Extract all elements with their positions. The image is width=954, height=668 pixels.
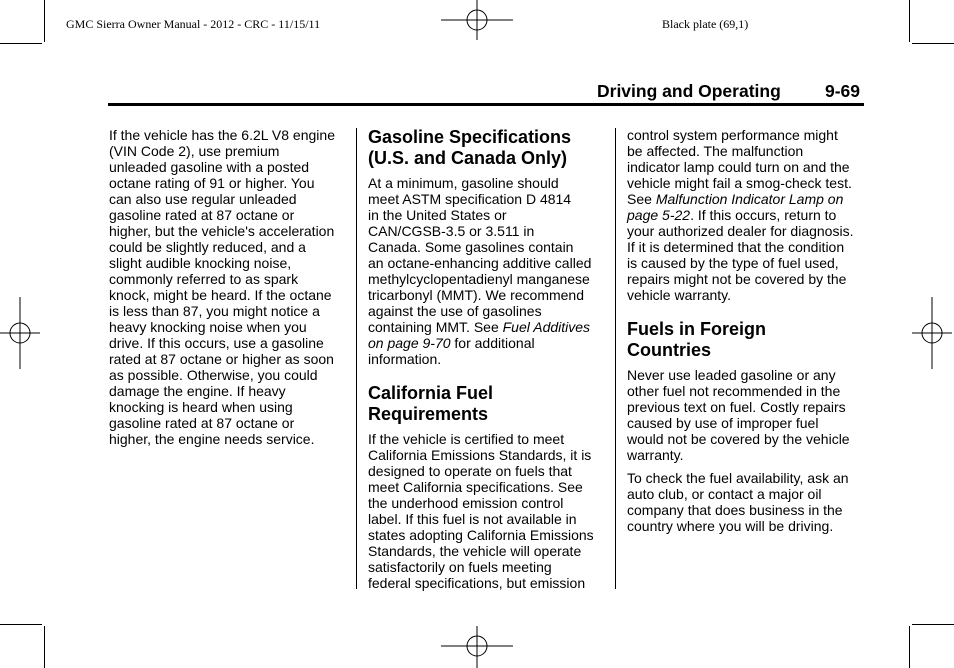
text-line: designed to operate on fuels that bbox=[368, 463, 572, 479]
crop-mark-bottom-right-h bbox=[912, 624, 954, 625]
text-run: containing MMT. See bbox=[368, 319, 503, 335]
text-line: indicator lamp could turn on and the bbox=[627, 159, 850, 175]
leaded-gasoline-paragraph bbox=[627, 367, 867, 463]
text-line: vehicle might fail a smog-check test. bbox=[627, 175, 852, 191]
page-ref-link[interactable]: on page 9-70 bbox=[368, 335, 451, 351]
text-line: control system performance might bbox=[627, 127, 838, 143]
text-line: gasoline rated at 87 octane or bbox=[109, 207, 295, 223]
text-line: slight audible knocking noise, bbox=[109, 255, 292, 271]
text-line: federal specifications, but emission bbox=[368, 575, 586, 591]
text-line: At a minimum, gasoline should bbox=[368, 175, 559, 191]
text-line: an octane-enhancing additive called bbox=[368, 255, 592, 271]
column-2 bbox=[368, 127, 608, 598]
column-3 bbox=[627, 127, 867, 541]
text-line: the underhood emission control bbox=[368, 495, 564, 511]
text-line: tricarbonyl (MMT). We recommend bbox=[368, 287, 585, 303]
text-line bbox=[627, 207, 867, 223]
text-line: rated at 87 octane or higher as soon bbox=[109, 351, 334, 367]
heading-fuels-foreign-countries bbox=[627, 319, 867, 361]
text-line: previous text on fuel. Costly repairs bbox=[627, 399, 846, 415]
text-line: To check the fuel availability, ask an bbox=[627, 470, 849, 486]
text-line: in the United States or bbox=[368, 207, 507, 223]
text-line: is caused by the type of fuel used, bbox=[627, 255, 839, 271]
text-line: If it is determined that the condition bbox=[627, 239, 845, 255]
text-line: CAN/CGSB-3.5 or 3.511 in bbox=[368, 223, 535, 239]
text-line: If the vehicle is certified to meet bbox=[368, 431, 565, 447]
text-line: damage the engine. If heavy bbox=[109, 383, 286, 399]
text-line: higher, but the vehicle's acceleration bbox=[109, 223, 335, 239]
text-line: If the vehicle has the 6.2L V8 engine bbox=[109, 127, 335, 143]
column-divider-2 bbox=[615, 128, 616, 589]
text-line: Standards, the vehicle will operate bbox=[368, 543, 582, 559]
text-run: See bbox=[627, 191, 656, 207]
registration-mark-right-icon bbox=[912, 297, 952, 369]
text-line: knocking is heard when using bbox=[109, 399, 293, 415]
crop-mark-top-right-h bbox=[912, 43, 954, 44]
text-line: your authorized dealer for diagnosis. bbox=[627, 223, 854, 239]
text-line: states adopting California Emissions bbox=[368, 527, 594, 543]
column-1 bbox=[109, 127, 349, 454]
text-line: California Emissions Standards, it is bbox=[368, 447, 592, 463]
text-line: label. If this fuel is not available in bbox=[368, 511, 577, 527]
california-fuel-paragraph bbox=[368, 431, 608, 591]
text-line: knock, might be heard. If the octane bbox=[109, 287, 332, 303]
text-line: (VIN Code 2), use premium bbox=[109, 143, 280, 159]
text-line: against the use of gasolines bbox=[368, 303, 542, 319]
heading-line: Countries bbox=[627, 340, 712, 360]
text-line: country where you will be driving. bbox=[627, 518, 834, 534]
registration-mark-bottom-icon bbox=[441, 626, 513, 668]
crop-mark-top-left-v bbox=[44, 0, 45, 42]
heading-line: California Fuel bbox=[368, 383, 494, 403]
text-line: warranty. bbox=[627, 447, 684, 463]
text-line: can also use regular unleaded bbox=[109, 191, 297, 207]
print-header-right: Black plate (69,1) bbox=[662, 17, 749, 31]
text-line: is less than 87, you might notice a bbox=[109, 303, 320, 319]
gasoline-spec-paragraph bbox=[368, 175, 608, 367]
registration-mark-top-icon bbox=[441, 0, 513, 40]
text-line: drive. If this occurs, use a gasoline bbox=[109, 335, 324, 351]
text-line: Canada. Some gasolines contain bbox=[368, 239, 574, 255]
text-line bbox=[627, 191, 867, 207]
crop-mark-bottom-right-v bbox=[909, 626, 910, 668]
section-title: Driving and Operating bbox=[597, 81, 781, 101]
octane-paragraph bbox=[109, 127, 349, 447]
registration-mark-left-icon bbox=[0, 297, 40, 369]
text-line: Never use leaded gasoline or any bbox=[627, 367, 836, 383]
text-line: other fuel not recommended in the bbox=[627, 383, 841, 399]
emission-continuation-paragraph bbox=[627, 127, 867, 303]
text-line: caused by use of improper fuel bbox=[627, 415, 819, 431]
text-run: . If this occurs, return to bbox=[690, 207, 837, 223]
text-line: gasoline rated at 87 octane or bbox=[109, 415, 295, 431]
heading-gasoline-specifications bbox=[368, 127, 608, 169]
heading-california-fuel bbox=[368, 383, 608, 425]
text-line bbox=[368, 319, 608, 335]
text-line bbox=[368, 335, 608, 351]
crop-mark-top-right-v bbox=[909, 0, 910, 42]
header-rule bbox=[108, 103, 864, 106]
text-line: as possible. Otherwise, you could bbox=[109, 367, 318, 383]
text-run: for additional bbox=[450, 335, 535, 351]
text-line: auto club, or contact a major oil bbox=[627, 486, 822, 502]
text-line: information. bbox=[368, 351, 442, 367]
column-divider-1 bbox=[356, 128, 357, 589]
text-line: heavy knocking noise when you bbox=[109, 319, 307, 335]
crop-mark-bottom-left-h bbox=[0, 624, 42, 625]
fuel-availability-paragraph bbox=[627, 470, 867, 534]
text-line: vehicle warranty. bbox=[627, 287, 732, 303]
text-line: methylcyclopentadienyl manganese bbox=[368, 271, 590, 287]
text-line: octane rating of 91 or higher. You bbox=[109, 175, 315, 191]
heading-line: Gasoline Specifications bbox=[368, 127, 572, 147]
text-line: be affected. The malfunction bbox=[627, 143, 804, 159]
heading-line: Fuels in Foreign bbox=[627, 319, 767, 339]
text-line: would not be covered by the vehicle bbox=[627, 431, 850, 447]
heading-line: (U.S. and Canada Only) bbox=[368, 148, 568, 168]
text-line: satisfactorily on fuels meeting bbox=[368, 559, 552, 575]
text-line: higher, the engine needs service. bbox=[109, 431, 315, 447]
text-line: company that does business in the bbox=[627, 502, 843, 518]
page-ref-link[interactable]: page 5-22 bbox=[627, 207, 691, 223]
text-line: meet ASTM specification D 4814 bbox=[368, 191, 572, 207]
print-header-left: GMC Sierra Owner Manual - 2012 - CRC - 11/15/11 bbox=[66, 17, 321, 31]
text-line: could be slightly reduced, and a bbox=[109, 239, 306, 255]
text-line: unleaded gasoline with a posted bbox=[109, 159, 310, 175]
page-number: 9-69 bbox=[825, 81, 861, 101]
crop-mark-bottom-left-v bbox=[44, 626, 45, 668]
text-line: meet California specifications. See bbox=[368, 479, 583, 495]
malfunction-lamp-link[interactable]: Malfunction Indicator Lamp on bbox=[655, 191, 844, 207]
text-line: repairs might not be covered by the bbox=[627, 271, 847, 287]
text-line: commonly referred to as spark bbox=[109, 271, 299, 287]
heading-line: Requirements bbox=[368, 404, 489, 424]
fuel-additives-link[interactable]: Fuel Additives bbox=[502, 319, 591, 335]
crop-mark-top-left-h bbox=[0, 43, 42, 44]
